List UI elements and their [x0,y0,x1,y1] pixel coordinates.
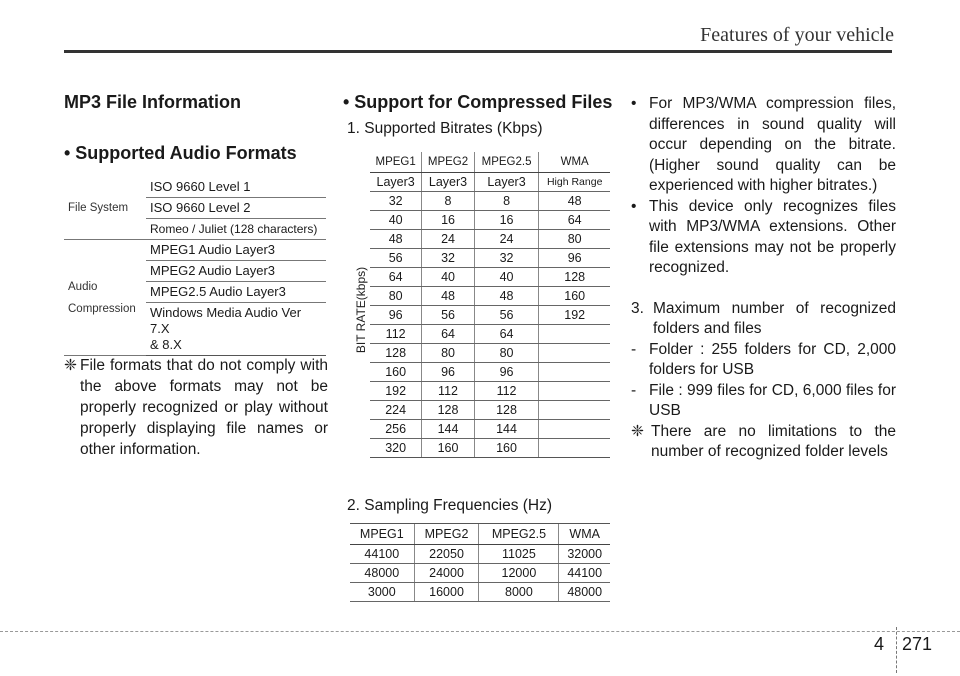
bitrate-cell: 96 [370,306,422,325]
sampling-header-cell: MPEG2 [414,524,479,545]
sampling-cell: 8000 [479,583,559,602]
format-note-text: File formats that do not comply with the above formats may not be properly recognized or play without properly displaying file names or other information. [80,357,328,458]
dash-icon: - [631,340,637,358]
bitrate-cell: 56 [474,306,539,325]
sampling-cell: 32000 [559,545,610,564]
compressed-files-title: • Support for Compressed Files [343,92,613,112]
table-row [370,401,610,420]
bitrate-cell: 16 [474,211,539,230]
file-limit [631,381,896,422]
format-cell: MPEG2 Audio Layer3 [146,261,326,282]
folder-limit-text: Folder : 255 folders for CD, 2,000 folders for USB [649,340,896,378]
format-cell [146,303,326,356]
wma-line-1: Windows Media Audio Ver 7.X [150,305,302,336]
bitrate-cell: 48 [422,287,474,306]
bitrate-cell: 96 [422,363,474,382]
bitrate-cell: 48 [474,287,539,306]
sampling-cell: 11025 [479,545,559,564]
bitrate-cell: 8 [474,192,539,211]
bitrate-axis-text: BIT RATE(kbps) [354,266,368,354]
mp3-info-title: MP3 File Information [64,92,242,112]
format-cell: MPEG1 Audio Layer3 [146,240,326,261]
sampling-cell: 24000 [414,564,479,583]
bitrate-subheader-cell: Layer3 [422,173,474,192]
bitrate-cell: 224 [370,401,422,420]
quality-bullet-text: For MP3/WMA compression files, differences in sound quality will occur depending on the bitrate. (Higher sound quality can be experienced with higher bitrates.) [649,95,896,194]
table-row [370,211,610,230]
bitrate-cell: 112 [370,325,422,344]
table-row [370,439,610,458]
table-row [370,325,610,344]
bitrate-cell [539,420,610,439]
dash-icon: - [631,381,637,399]
folder-levels-note [631,422,896,463]
table-row [370,287,610,306]
table-row [350,564,610,583]
bitrate-cell: 320 [370,439,422,458]
sampling-cell: 48000 [350,564,414,583]
footer-rule [0,631,960,632]
bitrate-cell [539,363,610,382]
table-row [370,382,610,401]
bitrate-subheader-cell: Layer3 [370,173,422,192]
folder-levels-note-text: There are no limitations to the number of recognized folder levels [651,422,896,460]
bitrate-cell: 40 [370,211,422,230]
bitrate-cell: 40 [474,268,539,287]
bitrate-cell: 64 [474,325,539,344]
bitrate-cell: 80 [422,344,474,363]
audio-compression-label [64,240,146,356]
bitrate-cell: 48 [539,192,610,211]
table-row [350,545,610,564]
bitrate-cell: 24 [474,230,539,249]
compression-label-line: Compression [68,302,136,315]
bitrate-cell: 128 [474,401,539,420]
sampling-header-cell: WMA [559,524,610,545]
bitrate-cell [539,382,610,401]
note-mark-icon: ❈ [631,422,644,440]
bullet-icon: • [631,95,637,112]
sampling-cell: 3000 [350,583,414,602]
bitrate-cell: 80 [370,287,422,306]
sampling-header-cell: MPEG1 [350,524,414,545]
bitrate-cell: 96 [474,363,539,382]
bitrate-cell: 128 [370,344,422,363]
bitrate-cell: 96 [539,249,610,268]
format-cell: MPEG2.5 Audio Layer3 [146,282,326,303]
bitrate-subheader-cell: Layer3 [474,173,539,192]
bitrate-cell: 160 [474,439,539,458]
sampling-cell: 44100 [559,564,610,583]
list-number: 3. [631,299,644,317]
bitrate-cell: 112 [422,382,474,401]
format-cell: ISO 9660 Level 1 [146,177,326,198]
audio-formats-subtitle: • Supported Audio Formats [64,143,297,163]
bitrate-cell: 40 [422,268,474,287]
bitrate-cell [539,344,610,363]
sampling-cell: 44100 [350,545,414,564]
bitrate-header-cell: WMA [539,152,610,173]
bitrate-subheader-cell: High Range [539,173,610,192]
bitrate-cell: 48 [370,230,422,249]
bitrate-cell: 160 [422,439,474,458]
table-row [370,268,610,287]
header-rule [64,50,892,53]
file-limit-text: File : 999 files for CD, 6,000 files for USB [649,381,896,419]
bitrate-cell: 192 [370,382,422,401]
format-cell: Romeo / Juliet (128 characters) [146,219,326,240]
bitrate-cell: 160 [539,287,610,306]
extension-bullet-text: This device only recognizes files with MP3/WMA extensions. Other file extensions may not be properly recognized. [649,197,896,276]
bitrate-cell: 80 [539,230,610,249]
bitrate-cell: 144 [474,420,539,439]
bitrate-cell: 160 [370,363,422,382]
sampling-heading: 2. Sampling Frequencies (Hz) [347,497,553,514]
bitrate-cell: 256 [370,420,422,439]
bitrate-cell: 56 [422,306,474,325]
note-mark-icon: ❈ [64,357,77,374]
bitrate-header-cell: MPEG1 [370,152,422,173]
bitrate-cell: 32 [474,249,539,268]
quality-bullet [631,94,896,197]
bitrate-cell: 128 [539,268,610,287]
table-row [370,306,610,325]
bitrate-cell: 64 [539,211,610,230]
table-row [370,420,610,439]
bitrate-cell: 128 [422,401,474,420]
bitrate-cell: 64 [370,268,422,287]
audio-label-line: Audio [68,280,98,293]
wma-line-2: & 8.X [150,337,182,352]
table-row [370,363,610,382]
sampling-cell: 22050 [414,545,479,564]
table-row [370,192,610,211]
table-row [370,230,610,249]
bitrate-header-cell: MPEG2.5 [474,152,539,173]
sampling-cell: 16000 [414,583,479,602]
bitrate-cell: 32 [370,192,422,211]
footer-divider [896,627,897,673]
max-recognized-heading [631,299,896,340]
bitrate-cell [539,325,610,344]
bitrate-cell: 24 [422,230,474,249]
bitrate-cell: 80 [474,344,539,363]
sampling-table [350,523,610,602]
table-row [370,344,610,363]
bitrate-cell [539,401,610,420]
right-column [631,94,896,463]
sampling-cell: 48000 [559,583,610,602]
bitrate-cell: 144 [422,420,474,439]
extension-bullet [631,197,896,279]
audio-formats-table [64,177,326,356]
bitrate-cell: 32 [422,249,474,268]
bullet-icon: • [631,197,637,215]
bitrate-header-cell: MPEG2 [422,152,474,173]
bitrate-cell: 16 [422,211,474,230]
bitrate-table [370,152,610,458]
bitrate-cell: 112 [474,382,539,401]
bitrate-cell: 192 [539,306,610,325]
bitrate-cell: 8 [422,192,474,211]
bitrate-cell: 64 [422,325,474,344]
bitrate-cell: 56 [370,249,422,268]
chapter-number: 4 [874,634,885,654]
bitrate-cell [539,439,610,458]
format-note [64,355,328,460]
bitrates-heading: 1. Supported Bitrates (Kbps) [347,120,543,137]
sampling-header-cell: MPEG2.5 [479,524,559,545]
sampling-cell: 12000 [479,564,559,583]
file-system-label: File System [64,177,146,240]
page-number: 271 [902,634,933,654]
table-row [370,249,610,268]
max-recognized-text: Maximum number of recognized folders and files [653,299,896,337]
folder-limit [631,340,896,381]
table-row [350,583,610,602]
header-title: Features of your vehicle [700,24,894,46]
format-cell: ISO 9660 Level 2 [146,198,326,219]
